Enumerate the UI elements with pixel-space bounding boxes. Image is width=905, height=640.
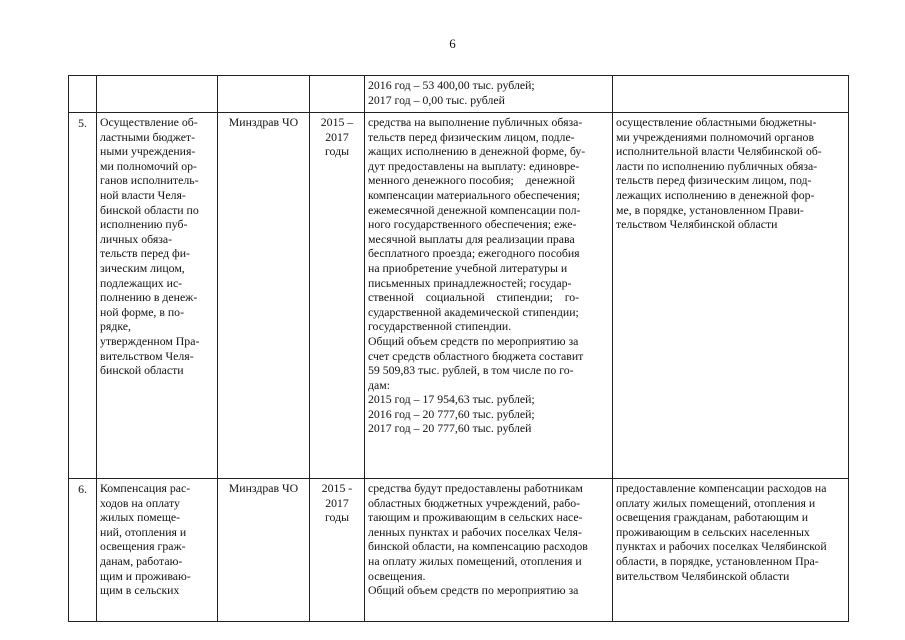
text-line: ходов на оплату (100, 495, 180, 510)
table-row (69, 113, 849, 479)
text-line: ежемесячной денежной компенсации пол- (368, 202, 581, 217)
text-line: проживающим в сельских населенных (616, 524, 810, 539)
text-line: 2015 - (321, 481, 353, 495)
text-line: 2015 год – 17 954,63 тыс. рублей; (368, 392, 535, 407)
text-line: бинской области по (100, 202, 199, 217)
row-number-cell: 6. (69, 479, 97, 622)
text-line: Общий объем средств по мероприятию за (368, 583, 579, 598)
text-line: освещения граж- (100, 539, 186, 554)
text-line: ний, отопления и (100, 524, 187, 539)
period-cell (310, 479, 365, 622)
text-line: годы (324, 510, 350, 525)
table-row (69, 76, 849, 113)
text-line: 2015 – (320, 115, 354, 129)
text-line: 2017 (325, 129, 349, 144)
text-line: ласти по исполнению публичных обяза- (616, 158, 818, 173)
text-line: пунктах и рабочих поселках Челябинской (616, 539, 827, 554)
text-line: ленных пунктах и рабочих поселках Челя- (368, 524, 582, 539)
text-line: утвержденном Пра- (100, 333, 200, 348)
text-line: тельств перед физическим лицом, под- (616, 173, 812, 188)
table-row (69, 479, 849, 622)
text-line: лежащих исполнению в денежной фор- (616, 187, 815, 202)
activity-name-cell (97, 76, 218, 113)
text-line: ственной социальной стипендии; го- (368, 290, 580, 305)
text-line: ластными бюджет- (100, 129, 196, 144)
text-line: месячной выплаты для реализации права (368, 231, 575, 246)
text-line: исполнительной власти Челябинской об- (616, 144, 822, 159)
activity-name-cell (97, 479, 218, 622)
program-activities-table (68, 75, 849, 622)
text-line: сударственной академической стипендии; (368, 304, 579, 319)
text-line: данам, работаю- (100, 553, 183, 568)
text-line: 2017 год – 0,00 тыс. рублей (368, 92, 505, 107)
text-line: жащих исполнению в денежной форме, бу- (368, 144, 586, 159)
text-line: бинской области, на компенсацию расходов (368, 539, 588, 554)
text-line: дам: (368, 377, 390, 392)
text-line: на оплату жилых помещений, отопления и (368, 553, 582, 568)
period-cell (310, 113, 365, 479)
text-line: тельством Челябинской области (616, 217, 778, 232)
text-line: личных обяза- (100, 231, 173, 246)
text-line: 2017 год – 20 777,60 тыс. рублей (368, 421, 532, 436)
funding-description-cell (365, 76, 613, 113)
text-line: жилых помеще- (100, 510, 181, 525)
text-line: письменных принадлежностей; государ- (368, 275, 572, 290)
text-line: 59 509,83 тыс. рублей, в том числе по го- (368, 363, 574, 378)
text-line: годы (324, 144, 350, 159)
row-number-cell (69, 76, 97, 113)
row-number-cell: 5. (69, 113, 97, 479)
text-line: ной форме, в по- (100, 304, 184, 319)
text-line: Компенсация рас- (100, 481, 191, 495)
text-line: осуществление областными бюджетны- (616, 115, 817, 129)
text-line: полнению в денеж- (100, 290, 198, 305)
executor-cell: Минздрав ЧО (218, 113, 310, 479)
expected-result-cell (613, 113, 849, 479)
text-line: средства на выполнение публичных обяза- (368, 115, 583, 129)
text-line: подлежащих ис- (100, 275, 183, 290)
executor-cell: Минздрав ЧО (218, 479, 310, 622)
text-line: ми полномочий ор- (100, 158, 197, 173)
period-cell (310, 76, 365, 113)
text-line: рядке, (100, 319, 131, 334)
text-line: Общий объем средств по мероприятию за (368, 333, 579, 348)
text-line: ме, в порядке, установленном Прави- (616, 202, 804, 217)
text-line: предоставление компенсации расходов на (616, 481, 827, 495)
text-line: 2017 (325, 495, 349, 510)
text-line: щим и проживаю- (100, 568, 191, 583)
page-number: 6 (449, 36, 456, 51)
text-line: освещения. (368, 568, 426, 583)
text-line: области, в порядке, установленном Пра- (616, 553, 819, 568)
text-line: областных бюджетных учреждений, рабо- (368, 495, 581, 510)
text-line: 2016 год – 20 777,60 тыс. рублей; (368, 406, 535, 421)
text-line: компенсации материального обеспечения; (368, 187, 581, 202)
text-line: дут предоставлены на выплату: единовре- (368, 158, 580, 173)
text-line: зическим лицом, (100, 260, 185, 275)
text-line: вительством Челя- (100, 348, 194, 363)
funding-description-cell (365, 113, 613, 479)
text-line: ного государственного обеспечения; еже- (368, 217, 577, 232)
text-line: ными учреждения- (100, 144, 196, 159)
text-line: на приобретение учебной литературы и (368, 260, 568, 275)
text-line: бинской области (100, 363, 184, 378)
funding-description-cell (365, 479, 613, 622)
text-line: менного денежного пособия; денежной (368, 173, 576, 188)
expected-result-cell (613, 76, 849, 113)
text-line: бесплатного проезда; ежегодного пособия (368, 246, 580, 261)
text-line: ной власти Челя- (100, 187, 186, 202)
text-line: ганов исполнитель- (100, 173, 199, 188)
text-line: тельств перед физическим лицом, подле- (368, 129, 575, 144)
executor-cell (218, 76, 310, 113)
text-line: исполнению пуб- (100, 217, 188, 232)
text-line: государственной стипендии. (368, 319, 512, 334)
activity-name-cell (97, 113, 218, 479)
text-line: освещения гражданам, работающим и (616, 510, 809, 525)
text-line: щим в сельских (100, 583, 180, 598)
text-line: тающим и проживающим в сельских насе- (368, 510, 583, 525)
text-line: оплату жилых помещений, отопления и (616, 495, 816, 510)
text-line: счет средств областного бюджета составит (368, 348, 584, 363)
text-line: Осуществление об- (100, 115, 198, 129)
text-line: средства будут предоставлены работникам (368, 481, 583, 495)
text-line: 2016 год – 53 400,00 тыс. рублей; (368, 78, 535, 92)
expected-result-cell (613, 479, 849, 622)
text-line: тельств перед фи- (100, 246, 190, 261)
text-line: ми учреждениями полномочий органов (616, 129, 815, 144)
text-line: вительством Челябинской области (616, 568, 790, 583)
